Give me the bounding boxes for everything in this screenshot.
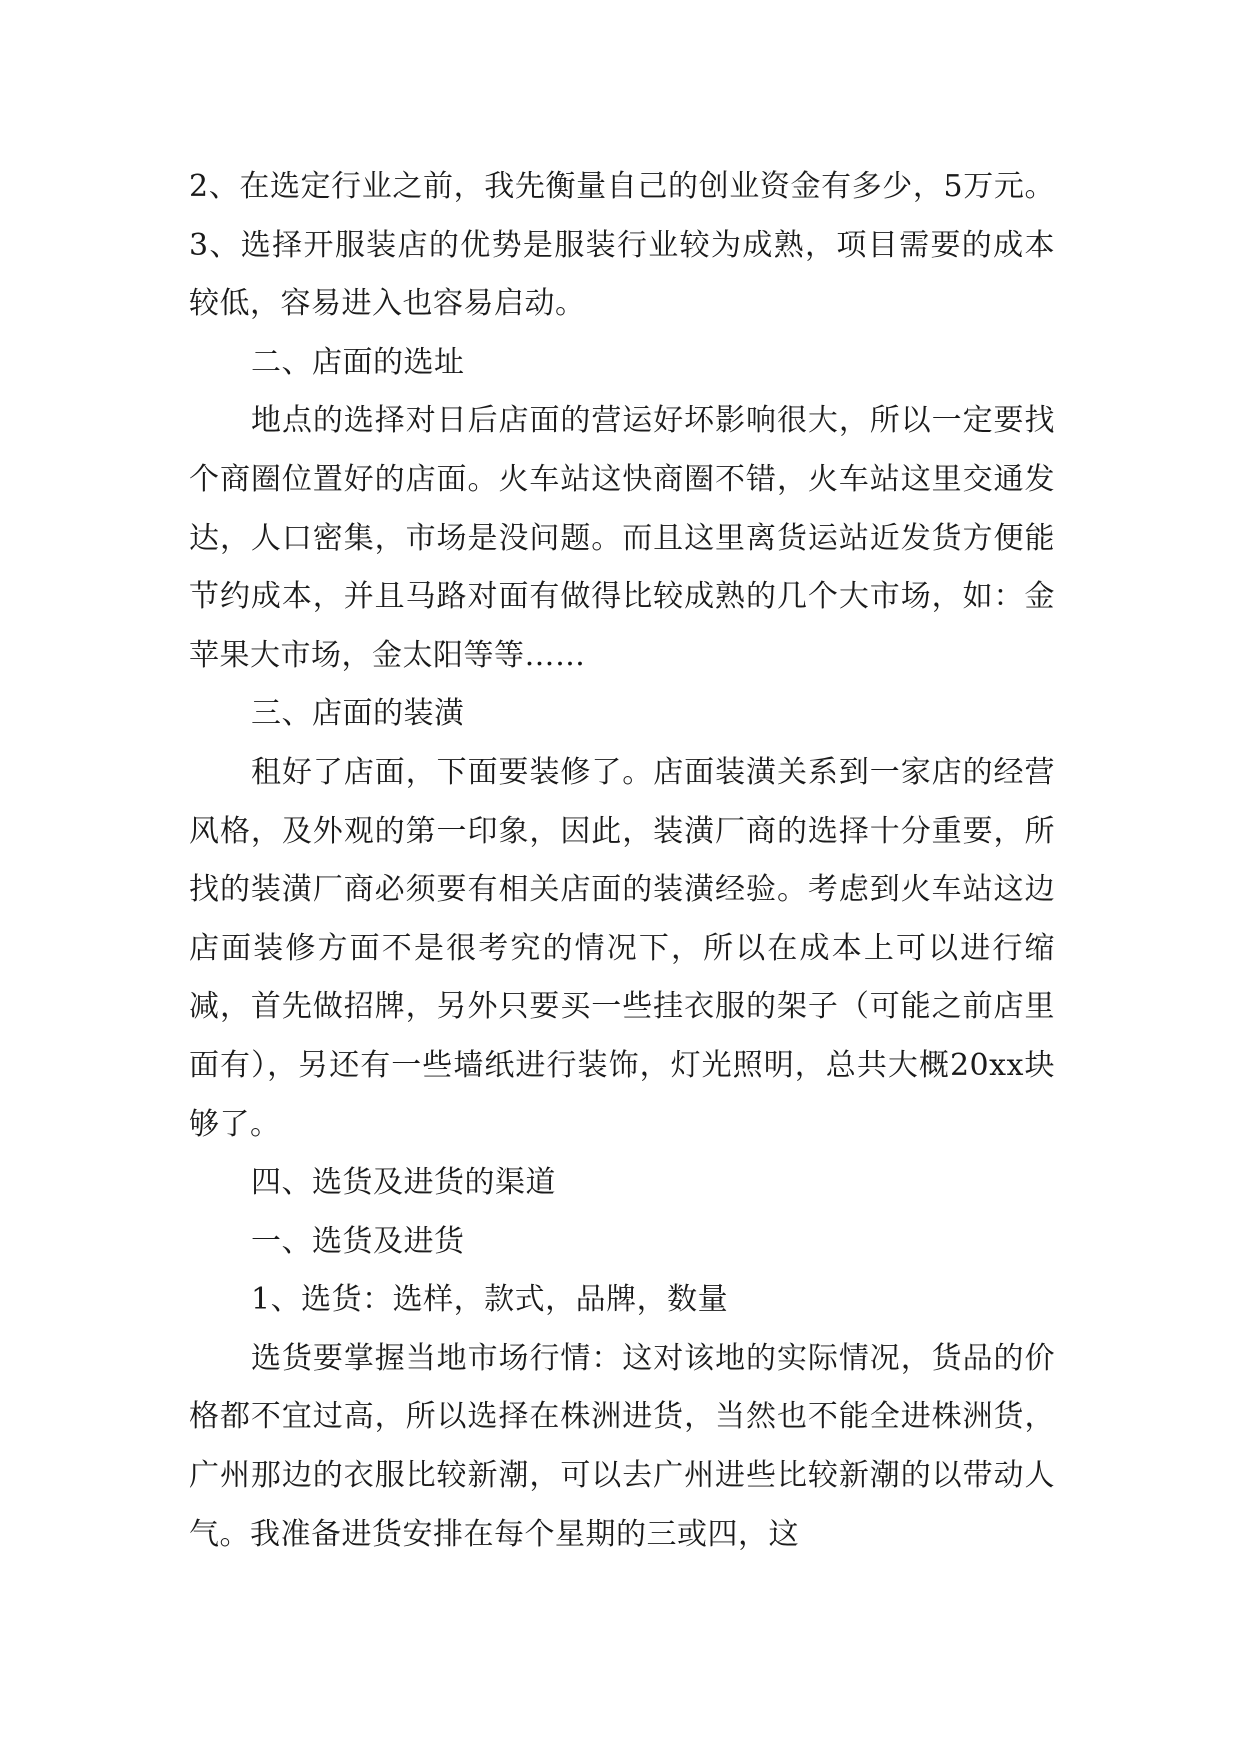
paragraph-capital-advantage: 2、在选定行业之前，我先衡量自己的创业资金有多少，5万元。3、选择开服装店的优势是服装行业较为成熟，项目需要的成本较低，容易进入也容易启动。 — [189, 169, 1055, 322]
paragraph-market-conditions: 选货要掌握当地市场行情：这对该地的实际情况，货品的价格都不宜过高，所以选择在株洲进货，当然也不能全进株洲货，广州那边的衣服比较新潮，可以去广州进些比较新潮的以带动人气。我准备进货安排在每个星期的三或四，这 — [189, 1340, 1055, 1552]
heading-store-location: 二、店面的选址 — [251, 344, 465, 380]
item-select-goods: 1、选货：选样，款式，品牌，数量 — [251, 1282, 729, 1318]
heading-store-decoration: 三、店面的装潢 — [251, 696, 465, 732]
subheading-select-purchase: 一、选货及进货 — [251, 1223, 465, 1259]
document-body — [189, 158, 1055, 1564]
paragraph-store-decoration: 租好了店面，下面要装修了。店面装潢关系到一家店的经营风格，及外观的第一印象，因此，装潢厂商的选择十分重要，所找的装潢厂商必须要有相关店面的装潢经验。考虑到火车站这边店面装修方面不是很考究的情况下，所以在成本上可以进行缩减，首先做招牌，另外只要买一些挂衣服的架子（可能之前店里面有），另还有一些墙纸进行装饰，灯光照明，总共大概20xx块够了。 — [189, 754, 1055, 1142]
paragraph-store-location: 地点的选择对日后店面的营运好坏影响很大，所以一定要找个商圈位置好的店面。火车站这快商圈不错，火车站这里交通发达，人口密集，市场是没问题。而且这里离货运站近发货方便能节约成本，并且马路对面有做得比较成熟的几个大市场，如：金苹果大市场，金太阳等等…… — [189, 403, 1055, 673]
heading-purchase-channels: 四、选货及进货的渠道 — [251, 1165, 556, 1201]
